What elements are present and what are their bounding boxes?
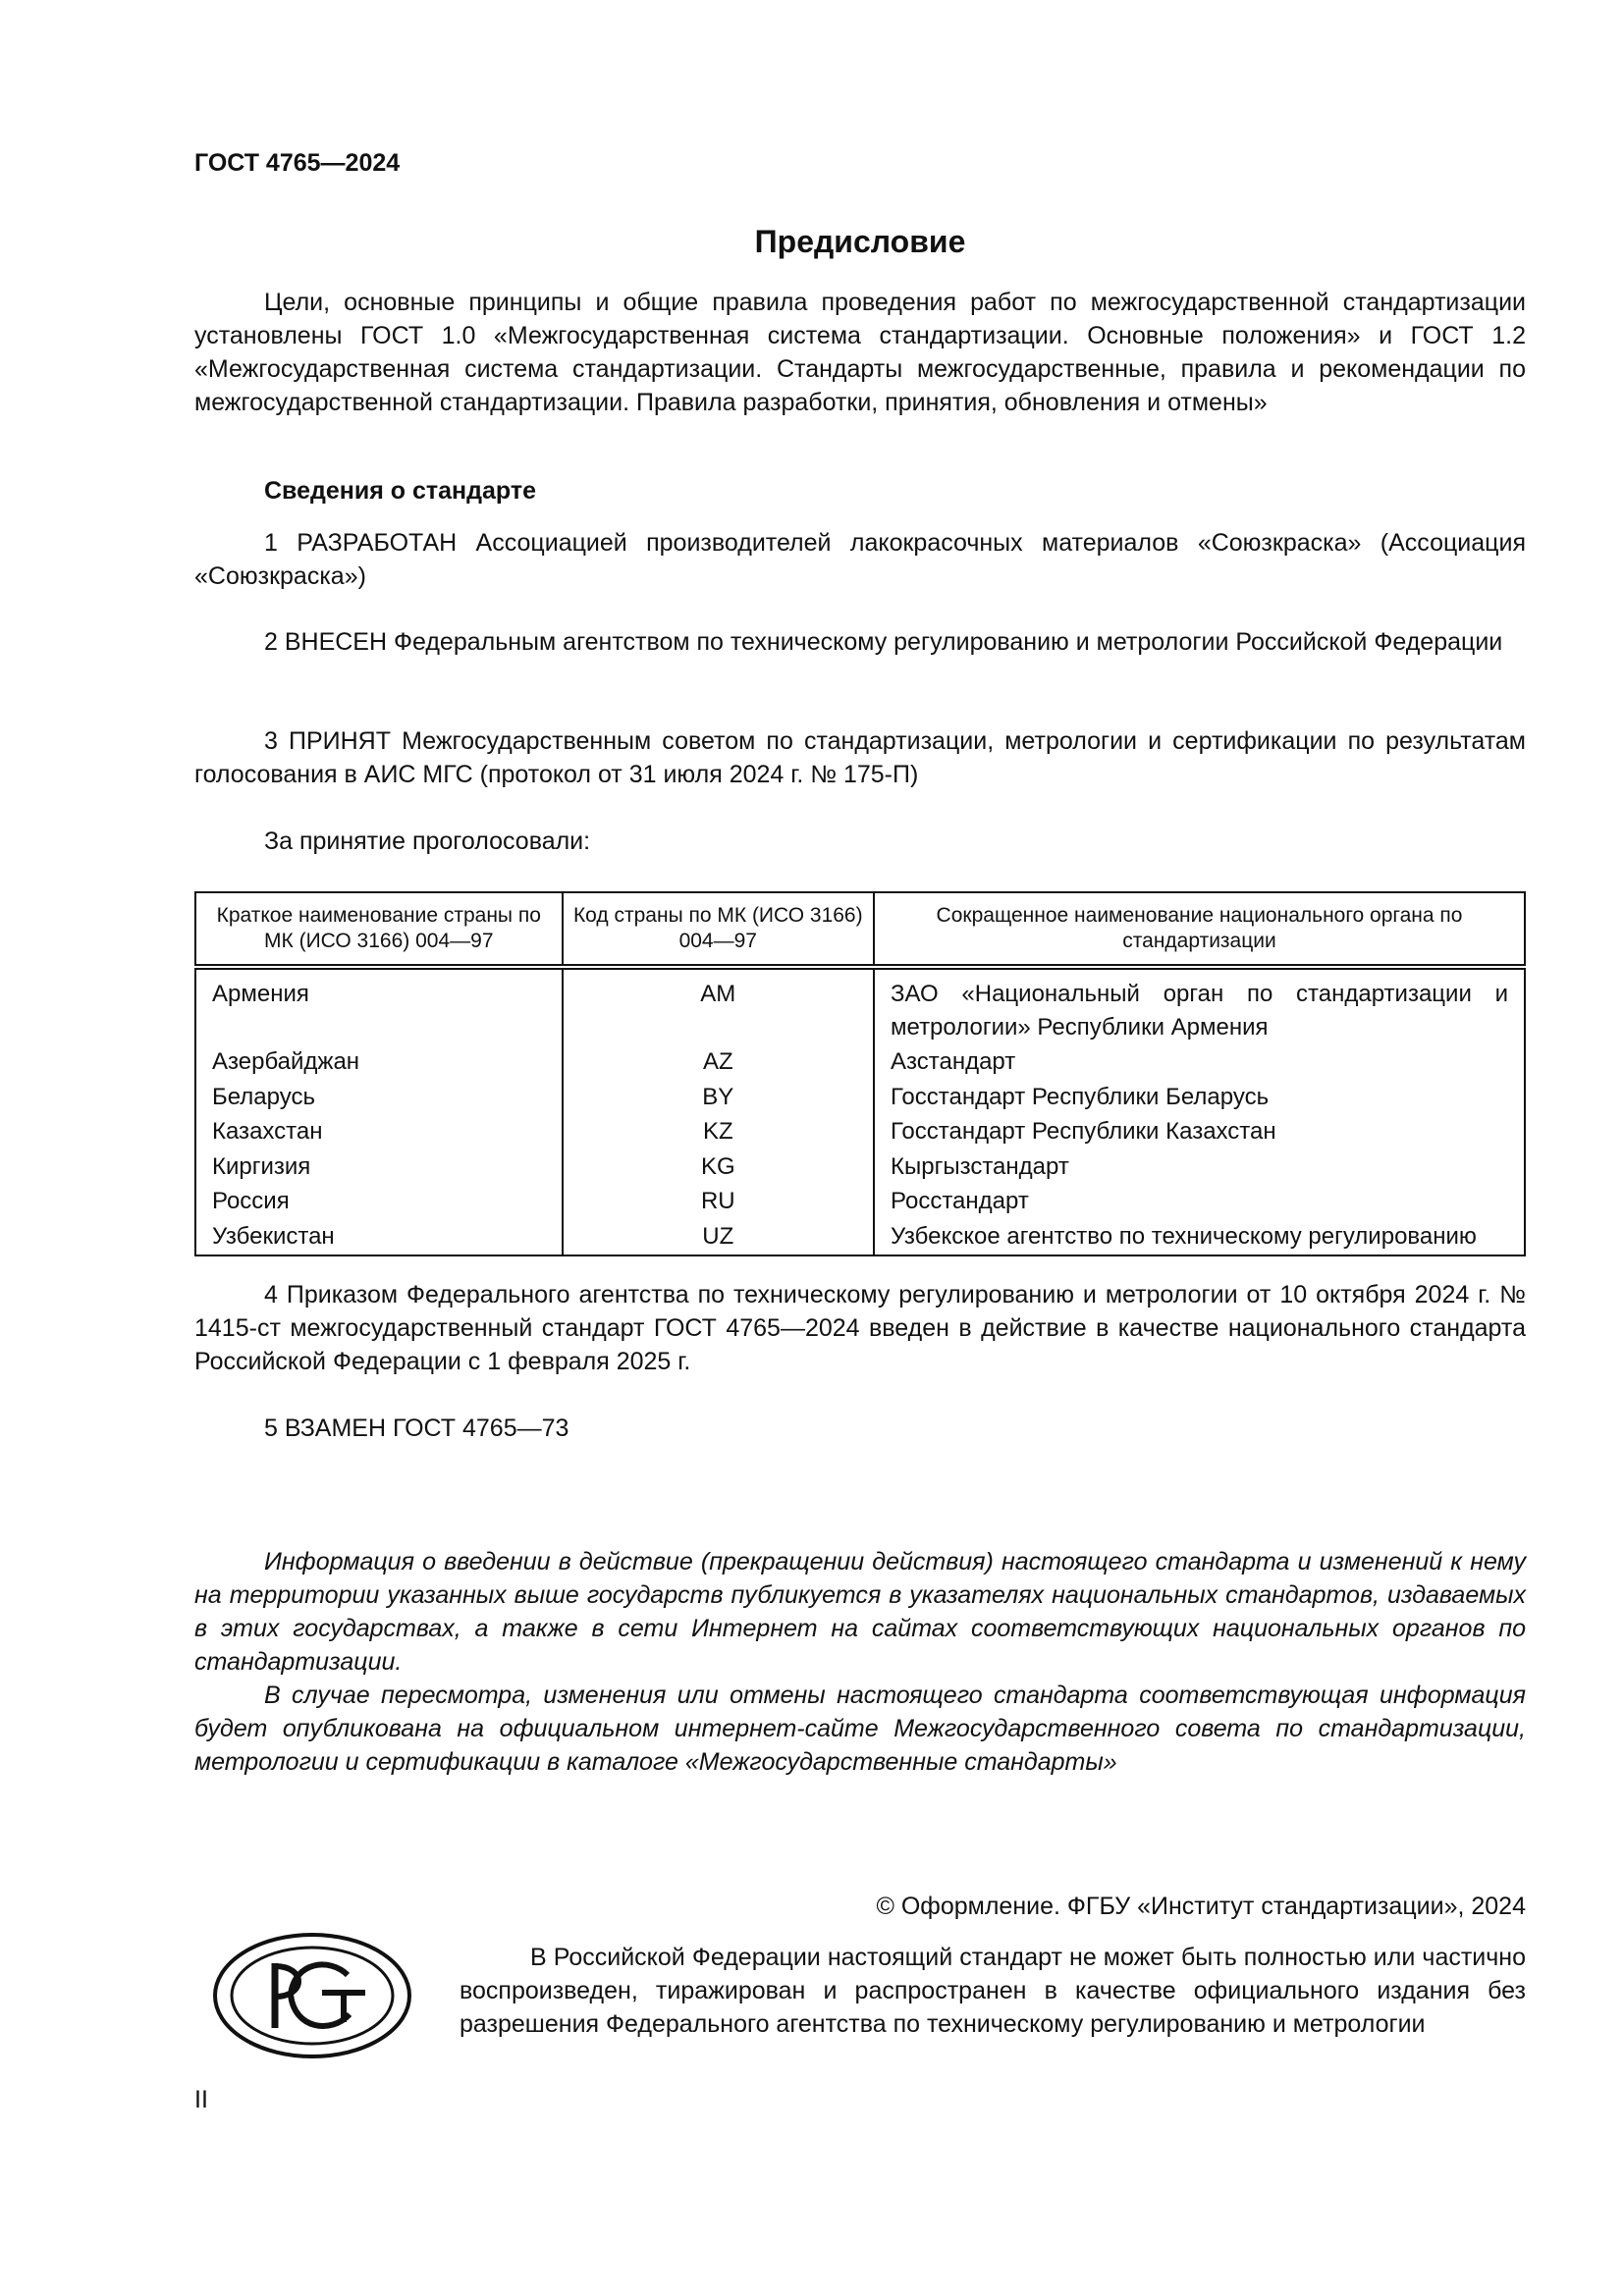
item-developed: 1 РАЗРАБОТАН Ассоциацией производителей лакокрасочных материалов «Союзкраска» (Ассоциация «Союзкраска»): [194, 529, 1526, 590]
voting-table: [194, 891, 1526, 1256]
cell-org: Азстандарт: [874, 1044, 1525, 1080]
item-introduced: 2 ВНЕСЕН Федеральным агентством по техническому регулированию и метрологии Российской Федерации: [264, 628, 1503, 656]
page-title: Предисловие: [754, 224, 966, 259]
cell-code: UZ: [563, 1219, 874, 1256]
table-row: [195, 1184, 1525, 1219]
item-adopted: 3 ПРИНЯТ Межгосударственным советом по стандартизации, метрологии и сертификации по результатам голосования в АИС МГС (протокол от 31 июля 2024 г. № 175-П): [194, 727, 1526, 788]
table-row: [195, 1080, 1525, 1115]
cell-org: Узбекское агентство по техническому регулированию: [874, 1219, 1525, 1256]
copyright-line: © Оформление. ФГБУ «Институт стандартизации», 2024: [876, 1893, 1526, 1920]
cell-country: Казахстан: [195, 1114, 563, 1149]
column-header-country: Краткое наименование страны по МК (ИСО 3166) 004—97: [195, 892, 563, 967]
info-paragraph-1: Информация о введении в действие (прекращении действия) настоящего стандарта и изменений к нему на территории указанных выше государств публикуется в указателях национальных стандартов, издаваемых в этих государствах, а также в сети Интернет на сайтах соответствующих национальных органов по стандартизации.: [194, 1548, 1526, 1676]
cell-code: RU: [563, 1184, 874, 1219]
cell-code: KZ: [563, 1114, 874, 1149]
section-heading: Сведения о стандарте: [264, 477, 537, 505]
cell-code: AM: [563, 967, 874, 1044]
column-header-code: Код страны по МК (ИСО 3166) 004—97: [563, 892, 874, 967]
cell-org: Госстандарт Республики Казахстан: [874, 1114, 1525, 1149]
cell-country: Беларусь: [195, 1080, 563, 1115]
item-replaces: 5 ВЗАМЕН ГОСТ 4765—73: [264, 1415, 569, 1442]
cell-org: Кыргызстандарт: [874, 1149, 1525, 1185]
table-row: [195, 967, 1525, 1044]
info-paragraph-2: В случае пересмотра, изменения или отмены настоящего стандарта соответствующая информация будет опубликована на официальном интернет-сайте Межгосударственного совета по стандартизации, метрологии и сертификации в каталоге «Межгосударственные стандарты»: [194, 1682, 1526, 1776]
cell-country: Россия: [195, 1184, 563, 1219]
cell-code: AZ: [563, 1044, 874, 1080]
copyright-notice: В Российской Федерации настоящий стандарт не может быть полностью или частично воспроизведен, тиражирован и распространен в качестве официального издания без разрешения Федерального агентства по техническому регулированию и метрологии: [460, 1944, 1526, 2038]
cell-code: KG: [563, 1149, 874, 1185]
document-header: ГОСТ 4765—2024: [194, 149, 401, 177]
item-order: 4 Приказом Федерального агентства по техническому регулированию и метрологии от 10 октября 2024 г. № 1415-ст межгосударственный стандарт ГОСТ 4765—2024 введен в действие в качестве национального стандарта Российской Федерации с 1 февраля 2025 г.: [194, 1281, 1526, 1375]
foreword-intro: Цели, основные принципы и общие правила проведения работ по межгосударственной стандартизации установлены ГОСТ 1.0 «Межгосударственная система стандартизации. Основные положения» и ГОСТ 1.2 «Межгосударственная система стандартизации. Стандарты межгосударственные, правила и рекомендации по межгосударственной стандартизации. Правила разработки, принятия, обновления и отмены»: [194, 289, 1526, 416]
cell-country: Киргизия: [195, 1149, 563, 1185]
cell-country: Узбекистан: [195, 1219, 563, 1256]
cell-org: Госстандарт Республики Беларусь: [874, 1080, 1525, 1115]
cell-country: Армения: [195, 967, 563, 1044]
page-number: II: [194, 2086, 208, 2113]
table-row: [195, 1149, 1525, 1185]
rst-certification-mark-icon: [212, 1932, 412, 2059]
voted-for-label: За принятие проголосовали:: [264, 828, 591, 855]
table-row: [195, 1114, 1525, 1149]
table-row: [195, 1044, 1525, 1080]
cell-org: ЗАО «Национальный орган по стандартизации и метрологии» Республики Армения: [874, 967, 1525, 1044]
table-row: [195, 1219, 1525, 1256]
table-header-row: [195, 892, 1525, 967]
column-header-org: Сокращенное наименование национального органа по стандартизации: [874, 892, 1525, 967]
cell-code: BY: [563, 1080, 874, 1115]
cell-country: Азербайджан: [195, 1044, 563, 1080]
cell-org: Росстандарт: [874, 1184, 1525, 1219]
